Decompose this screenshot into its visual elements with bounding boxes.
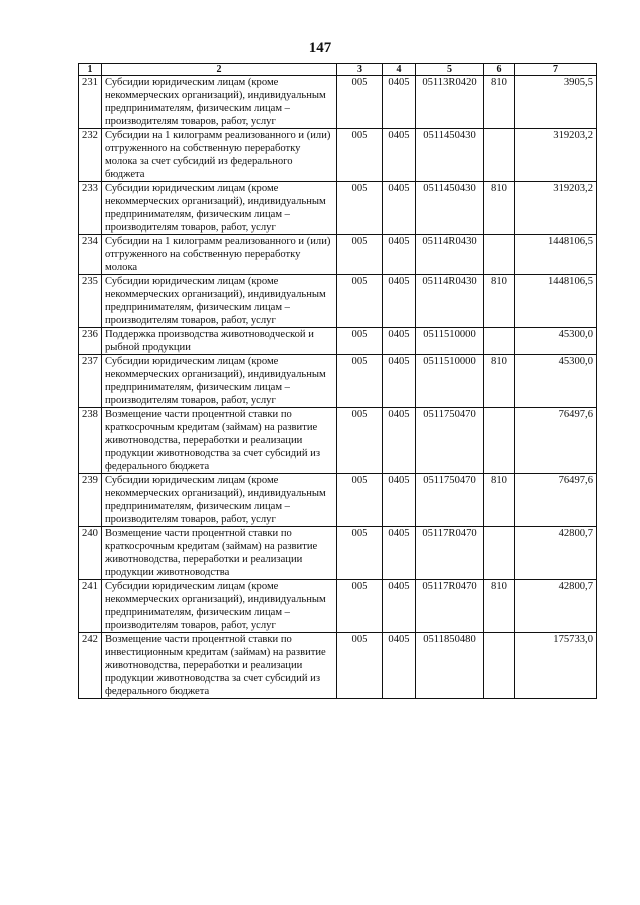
row-ved-code: 005 <box>337 235 383 275</box>
row-number: 233 <box>79 182 102 235</box>
row-ved-code: 005 <box>337 182 383 235</box>
row-number: 237 <box>79 355 102 408</box>
row-name: Субсидии юридическим лицам (кроме некоммерческих организаций), индивидуальным предпринимателям, физическим лицам – производителям товаров, работ, услуг <box>102 580 337 633</box>
row-target-article: 05114R0430 <box>416 235 484 275</box>
row-target-article: 0511450430 <box>416 182 484 235</box>
row-amount: 3905,5 <box>515 76 597 129</box>
row-ved-code: 005 <box>337 474 383 527</box>
row-number: 235 <box>79 275 102 328</box>
row-ved-code: 005 <box>337 355 383 408</box>
row-section-code: 0405 <box>383 328 416 355</box>
row-section-code: 0405 <box>383 275 416 328</box>
row-number: 240 <box>79 527 102 580</box>
table-row <box>79 235 597 275</box>
table-row <box>79 580 597 633</box>
page-number: 147 <box>308 40 332 56</box>
row-ved-code: 005 <box>337 76 383 129</box>
row-number: 242 <box>79 633 102 699</box>
row-target-article: 05117R0470 <box>416 580 484 633</box>
row-ved-code: 005 <box>337 129 383 182</box>
table-row <box>79 76 597 129</box>
column-header: 4 <box>383 64 416 76</box>
row-target-article: 05113R0420 <box>416 76 484 129</box>
row-section-code: 0405 <box>383 474 416 527</box>
table-row <box>79 129 597 182</box>
column-header: 7 <box>515 64 597 76</box>
row-amount: 42800,7 <box>515 580 597 633</box>
row-name: Субсидии юридическим лицам (кроме некоммерческих организаций), индивидуальным предпринимателям, физическим лицам – производителям товаров, работ, услуг <box>102 275 337 328</box>
row-amount: 175733,0 <box>515 633 597 699</box>
column-header: 5 <box>416 64 484 76</box>
table-row <box>79 408 597 474</box>
row-amount: 45300,0 <box>515 328 597 355</box>
row-name: Субсидии юридическим лицам (кроме некоммерческих организаций), индивидуальным предпринимателям, физическим лицам – производителям товаров, работ, услуг <box>102 355 337 408</box>
row-amount: 42800,7 <box>515 527 597 580</box>
row-expense-type: 810 <box>484 580 515 633</box>
row-expense-type <box>484 129 515 182</box>
row-number: 234 <box>79 235 102 275</box>
row-expense-type <box>484 235 515 275</box>
row-target-article: 0511450430 <box>416 129 484 182</box>
row-amount: 1448106,5 <box>515 235 597 275</box>
row-target-article: 0511850480 <box>416 633 484 699</box>
row-name: Субсидии юридическим лицам (кроме некоммерческих организаций), индивидуальным предпринимателям, физическим лицам – производителям товаров, работ, услуг <box>102 474 337 527</box>
column-header: 1 <box>79 64 102 76</box>
table-header-row <box>79 64 597 76</box>
row-amount: 1448106,5 <box>515 275 597 328</box>
row-amount: 76497,6 <box>515 474 597 527</box>
row-name: Возмещение части процентной ставки по краткосрочным кредитам (займам) на развитие животноводства, переработки и реализации продукции животноводства <box>102 527 337 580</box>
row-number: 231 <box>79 76 102 129</box>
row-name: Субсидии на 1 килограмм реализованного и (или) отгруженного на собственную переработку молока за счет субсидий из федерального бюджета <box>102 129 337 182</box>
column-header: 2 <box>102 64 337 76</box>
table-row <box>79 182 597 235</box>
row-ved-code: 005 <box>337 328 383 355</box>
row-ved-code: 005 <box>337 408 383 474</box>
row-target-article: 0511510000 <box>416 355 484 408</box>
row-expense-type: 810 <box>484 76 515 129</box>
row-section-code: 0405 <box>383 580 416 633</box>
row-target-article: 0511510000 <box>416 328 484 355</box>
row-name: Субсидии на 1 килограмм реализованного и (или) отгруженного на собственную переработку молока <box>102 235 337 275</box>
row-ved-code: 005 <box>337 633 383 699</box>
row-name: Возмещение части процентной ставки по инвестиционным кредитам (займам) на развитие животноводства, переработки и реализации продукции животноводства за счет субсидий из федерального бюджета <box>102 633 337 699</box>
row-expense-type <box>484 328 515 355</box>
row-target-article: 05114R0430 <box>416 275 484 328</box>
row-name: Субсидии юридическим лицам (кроме некоммерческих организаций), индивидуальным предпринимателям, физическим лицам – производителям товаров, работ, услуг <box>102 182 337 235</box>
row-number: 241 <box>79 580 102 633</box>
row-name: Возмещение части процентной ставки по краткосрочным кредитам (займам) на развитие животноводства, переработки и реализации продукции животноводства за счет субсидий из федерального бюджета <box>102 408 337 474</box>
row-expense-type: 810 <box>484 182 515 235</box>
row-expense-type: 810 <box>484 275 515 328</box>
table-body <box>79 76 597 699</box>
row-amount: 319203,2 <box>515 129 597 182</box>
table-row <box>79 474 597 527</box>
column-header: 6 <box>484 64 515 76</box>
row-amount: 319203,2 <box>515 182 597 235</box>
row-number: 238 <box>79 408 102 474</box>
row-expense-type: 810 <box>484 355 515 408</box>
row-section-code: 0405 <box>383 633 416 699</box>
row-number: 232 <box>79 129 102 182</box>
table-row <box>79 355 597 408</box>
table-row <box>79 328 597 355</box>
row-section-code: 0405 <box>383 182 416 235</box>
row-name: Субсидии юридическим лицам (кроме некоммерческих организаций), индивидуальным предпринимателям, физическим лицам – производителям товаров, работ, услуг <box>102 76 337 129</box>
row-section-code: 0405 <box>383 355 416 408</box>
row-expense-type <box>484 633 515 699</box>
row-number: 239 <box>79 474 102 527</box>
budget-table <box>78 63 597 699</box>
table-row <box>79 275 597 328</box>
row-section-code: 0405 <box>383 235 416 275</box>
row-name: Поддержка производства животноводческой и рыбной продукции <box>102 328 337 355</box>
row-expense-type: 810 <box>484 474 515 527</box>
row-amount: 76497,6 <box>515 408 597 474</box>
row-section-code: 0405 <box>383 527 416 580</box>
row-number: 236 <box>79 328 102 355</box>
row-ved-code: 005 <box>337 527 383 580</box>
table-row <box>79 633 597 699</box>
column-header: 3 <box>337 64 383 76</box>
row-ved-code: 005 <box>337 275 383 328</box>
row-section-code: 0405 <box>383 408 416 474</box>
row-section-code: 0405 <box>383 129 416 182</box>
row-target-article: 05117R0470 <box>416 527 484 580</box>
row-expense-type <box>484 408 515 474</box>
row-target-article: 0511750470 <box>416 408 484 474</box>
table-row <box>79 527 597 580</box>
row-section-code: 0405 <box>383 76 416 129</box>
row-ved-code: 005 <box>337 580 383 633</box>
row-target-article: 0511750470 <box>416 474 484 527</box>
row-amount: 45300,0 <box>515 355 597 408</box>
row-expense-type <box>484 527 515 580</box>
